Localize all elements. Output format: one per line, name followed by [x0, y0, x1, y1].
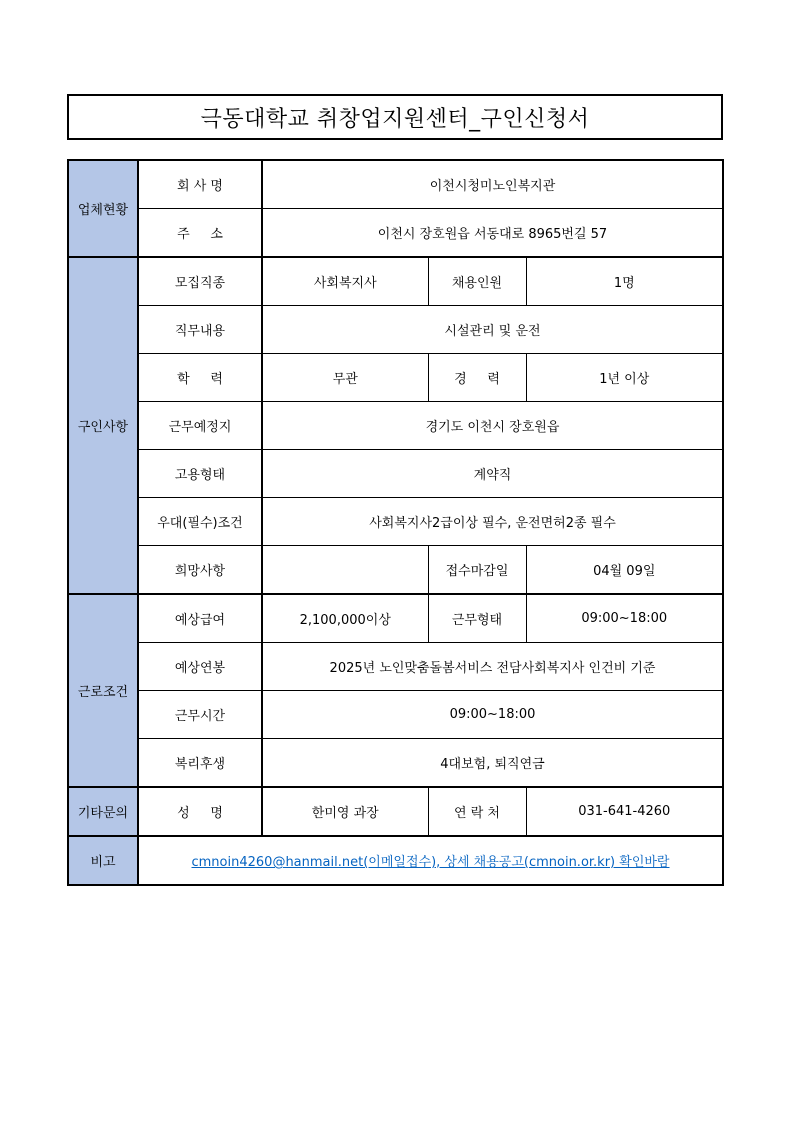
label-deadline: 접수마감일: [428, 546, 526, 595]
label-employment: 고용형태: [138, 450, 262, 498]
row-duty: [68, 306, 723, 354]
label-phone: 연 락 처: [428, 787, 526, 836]
value-phone: 031-641-4260: [526, 787, 723, 836]
value-welfare: 4대보험, 퇴직연금: [262, 739, 723, 788]
value-duty: 시설관리 및 운전: [262, 306, 723, 354]
value-location: 경기도 이천시 장호원읍: [262, 402, 723, 450]
row-address: [68, 209, 723, 258]
value-hours: 09:00~18:00: [262, 691, 723, 739]
row-employment: [68, 450, 723, 498]
label-preference: 우대(필수)조건: [138, 498, 262, 546]
row-hours: [68, 691, 723, 739]
label-headcount: 채용인원: [428, 257, 526, 306]
label-hours: 근무시간: [138, 691, 262, 739]
section-work: 근로조건: [68, 594, 138, 787]
section-recruit: 구인사항: [68, 257, 138, 594]
label-worktype: 근무형태: [428, 594, 526, 643]
label-education: 학 력: [138, 354, 262, 402]
row-company-name: [68, 160, 723, 209]
row-job: [68, 257, 723, 306]
label-contact-name: 성 명: [138, 787, 262, 836]
section-contact: 기타문의: [68, 787, 138, 836]
value-address: 이천시 장호원읍 서동대로 8965번길 57: [262, 209, 723, 258]
value-education: 무관: [262, 354, 428, 402]
label-salary: 예상급여: [138, 594, 262, 643]
value-note: [138, 836, 723, 885]
value-wish: [262, 546, 428, 595]
section-note: 비고: [68, 836, 138, 885]
value-contact-name: 한미영 과장: [262, 787, 428, 836]
label-wish: 희망사항: [138, 546, 262, 595]
row-location: [68, 402, 723, 450]
form-title: 극동대학교 취창업지원센터_구인신청서: [67, 94, 723, 140]
application-form-table: [67, 159, 724, 886]
label-annual: 예상연봉: [138, 643, 262, 691]
value-headcount: 1명: [526, 257, 723, 306]
label-company-name: 회 사 명: [138, 160, 262, 209]
label-address: 주 소: [138, 209, 262, 258]
row-annual: [68, 643, 723, 691]
row-salary: [68, 594, 723, 643]
label-duty: 직무내용: [138, 306, 262, 354]
value-salary: 2,100,000이상: [262, 594, 428, 643]
section-company: 업체현황: [68, 160, 138, 257]
row-note: [68, 836, 723, 885]
label-job: 모집직종: [138, 257, 262, 306]
row-wish: [68, 546, 723, 595]
row-contact: [68, 787, 723, 836]
row-preference: [68, 498, 723, 546]
label-location: 근무예정지: [138, 402, 262, 450]
value-career: 1년 이상: [526, 354, 723, 402]
row-welfare: [68, 739, 723, 788]
value-preference: 사회복지사2급이상 필수, 운전면허2종 필수: [262, 498, 723, 546]
note-link[interactable]: cmnoin4260@hanmail.net(이메일접수), 상세 채용공고(cmnoin.or.kr) 확인바람: [191, 855, 670, 870]
value-annual: 2025년 노인맞춤돌봄서비스 전담사회복지사 인건비 기준: [262, 643, 723, 691]
value-employment: 계약직: [262, 450, 723, 498]
value-deadline: 04월 09일: [526, 546, 723, 595]
label-career: 경 력: [428, 354, 526, 402]
row-education: [68, 354, 723, 402]
value-worktype: 09:00~18:00: [526, 594, 723, 643]
label-welfare: 복리후생: [138, 739, 262, 788]
value-job: 사회복지사: [262, 257, 428, 306]
value-company-name: 이천시청미노인복지관: [262, 160, 723, 209]
